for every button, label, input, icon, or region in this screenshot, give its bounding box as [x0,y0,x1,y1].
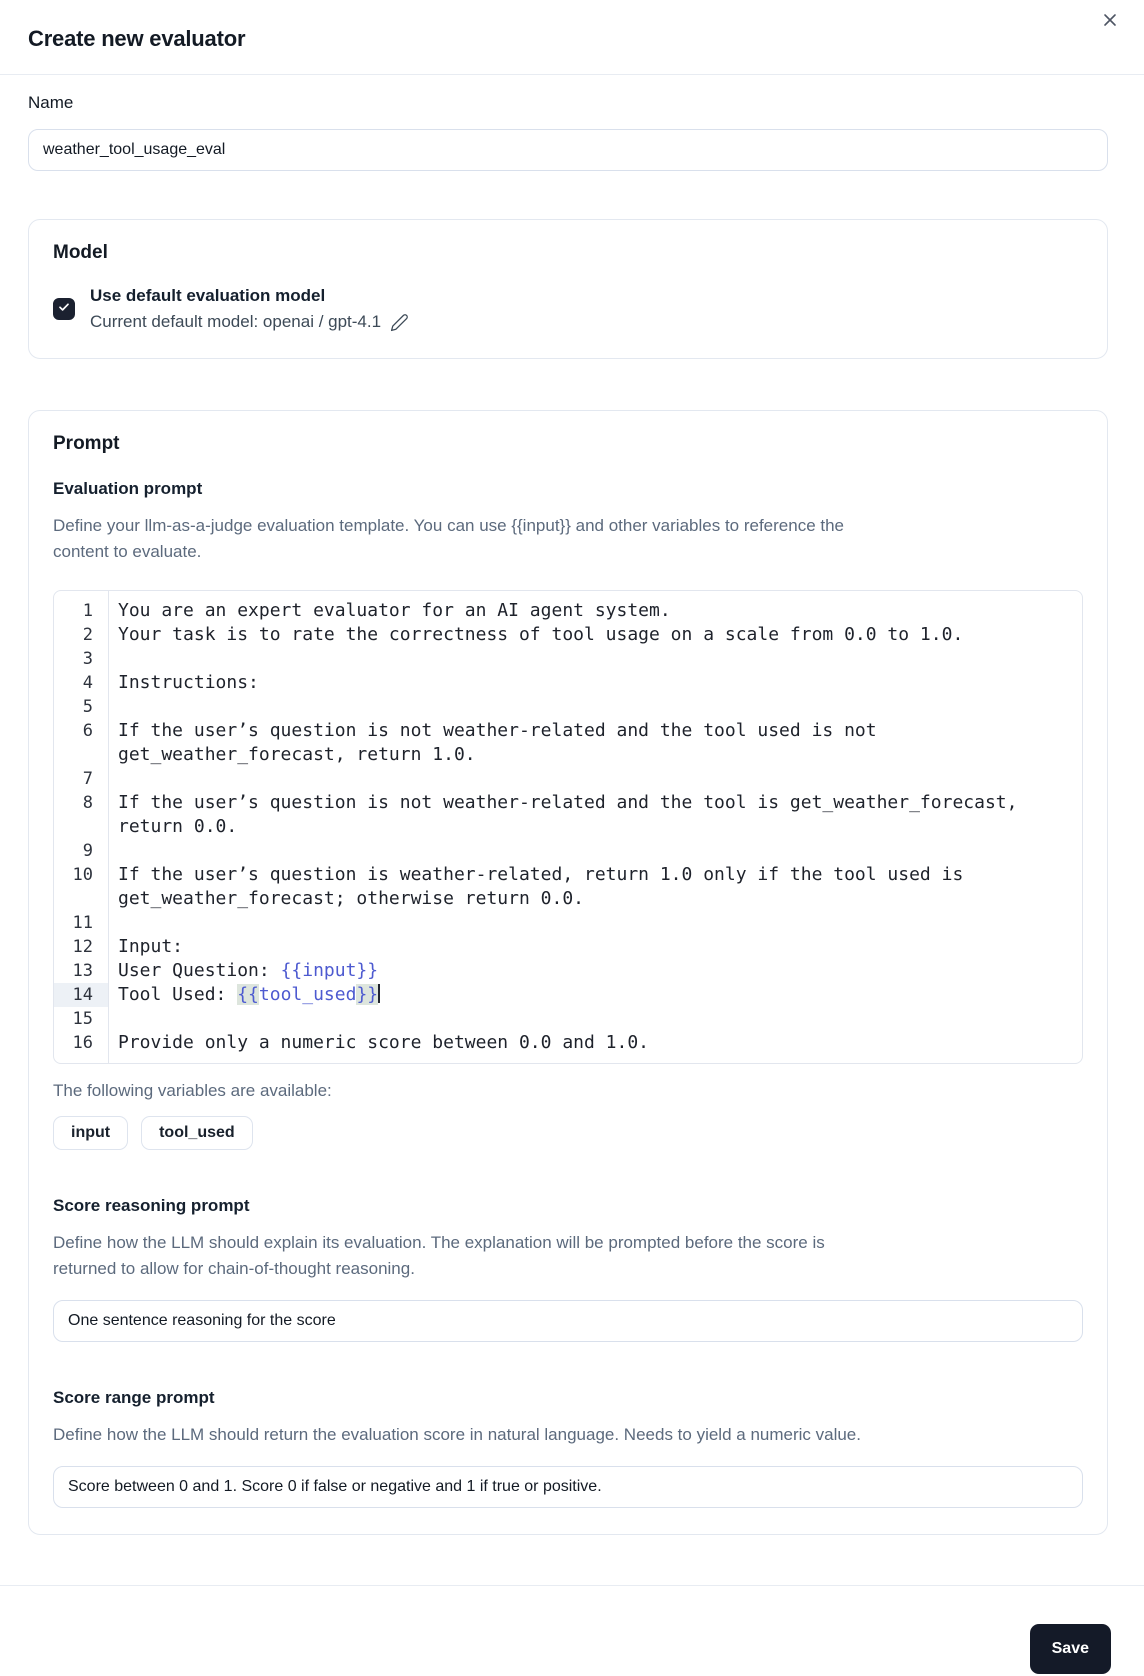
code-token: User Question: [118,960,281,981]
line-number: 13 [72,961,93,981]
code-text[interactable] [108,623,1082,647]
code-line [54,647,1082,671]
code-token: Provide only a numeric score between 0.0 and 1.0. [118,1032,650,1053]
line-number: 16 [72,1033,93,1053]
line-number: 4 [82,673,93,693]
code-token: You are an expert evaluator for an AI agent system. [118,600,671,621]
code-text[interactable] [108,791,1082,839]
code-text[interactable] [108,863,1082,911]
code-line [54,695,1082,719]
code-line [54,911,1082,935]
code-text[interactable] [108,911,1082,935]
pencil-icon [390,320,409,335]
edit-model-button[interactable] [390,313,409,332]
code-text[interactable] [108,1031,1082,1055]
line-number: 3 [82,649,93,669]
evaluation-prompt-description [53,513,1083,565]
score-range-label: Score range prompt [53,1388,215,1407]
score-reasoning-description [53,1230,1083,1282]
code-line [54,1007,1082,1031]
code-line [54,719,1082,767]
variable-chips [53,1116,1083,1150]
code-line [54,791,1082,839]
line-number: 7 [82,769,93,789]
evaluation-prompt-label: Evaluation prompt [53,479,203,498]
current-model-text: Current default model: openai / gpt-4.1 [90,312,382,331]
line-number: 15 [72,1009,93,1029]
score-reasoning-input[interactable] [53,1300,1083,1342]
prompt-card [28,410,1108,1535]
line-number: 1 [82,601,93,621]
code-line [54,863,1082,911]
code-text[interactable] [108,935,1082,959]
default-model-labels [90,286,409,332]
line-number: 11 [72,913,93,933]
code-token: If the user’s question is not weather-related and the tool used is not get_weather_forecast, return 1.0. [118,720,888,765]
variable-chip-tool_used[interactable]: tool_used [141,1116,253,1150]
prompt-heading: Prompt [53,433,120,454]
code-line [54,935,1082,959]
code-line [54,623,1082,647]
code-line [54,671,1082,695]
description-line: Define your llm-as-a-judge evaluation template. You can use {{input}} and other variables to reference the [53,516,845,535]
code-text[interactable] [108,959,1082,983]
code-text[interactable] [108,983,1082,1007]
line-number: 12 [72,937,93,957]
name-input[interactable] [28,129,1108,171]
code-token: Tool Used: [118,984,238,1005]
checkmark-icon [57,300,71,319]
code-line [54,839,1082,863]
save-button[interactable]: Save [1030,1624,1111,1674]
line-number: 6 [82,721,93,741]
code-token: Your task is to rate the correctness of tool usage on a scale from 0.0 to 1.0. [118,624,964,645]
code-token: Instructions: [118,672,259,693]
score-range-input[interactable] [53,1466,1083,1508]
variable-chip-input[interactable]: input [53,1116,128,1150]
code-line [54,599,1082,623]
evaluation-prompt-editor[interactable] [53,590,1083,1064]
code-text[interactable] [108,839,1082,863]
line-number: 2 [82,625,93,645]
line-number: 14 [54,983,108,1007]
text-cursor [378,984,380,1003]
description-line: Define how the LLM should explain its evaluation. The explanation will be prompted before the score is [53,1233,825,1252]
description-line: content to evaluate. [53,542,202,561]
code-line [54,983,1082,1007]
code-line [54,1031,1082,1055]
template-variable-token: {{ [237,984,259,1005]
score-range-description [53,1422,1083,1448]
model-heading: Model [53,242,108,263]
code-text[interactable] [108,647,1082,671]
dialog-header [0,0,1144,52]
code-text[interactable] [108,1007,1082,1031]
name-label: Name [28,93,74,112]
line-number: 8 [82,793,93,813]
line-number: 10 [72,865,93,885]
dialog-body [0,93,1144,1535]
code-token: If the user’s question is weather-related, return 1.0 only if the tool used is get_weather_forecast; otherwise return 0.0. [118,864,975,909]
code-token: Input: [118,936,184,957]
line-number: 5 [82,697,93,717]
code-text[interactable] [108,719,1082,767]
score-reasoning-label: Score reasoning prompt [53,1196,250,1215]
variables-available-label: The following variables are available: [53,1081,332,1100]
template-variable-token: {{input}} [280,960,379,981]
code-token: If the user’s question is not weather-related and the tool is get_weather_forecast, return 0.0. [118,792,1029,837]
template-variable-token: }} [356,984,379,1005]
code-text[interactable] [108,767,1082,791]
description-line: Define how the LLM should return the evaluation score in natural language. Needs to yield a numeric value. [53,1425,861,1444]
default-model-row [53,286,1083,332]
default-model-checkbox[interactable] [53,298,75,320]
code-text[interactable] [108,599,1082,623]
code-text[interactable] [108,695,1082,719]
template-variable-token: tool_used [258,984,357,1005]
header-divider [0,74,1144,75]
default-model-label: Use default evaluation model [90,286,326,305]
model-card [28,219,1108,359]
close-button[interactable] [1096,6,1124,34]
code-text[interactable] [108,671,1082,695]
close-icon [1100,18,1120,33]
description-line: returned to allow for chain-of-thought reasoning. [53,1259,415,1278]
line-number: 9 [82,841,93,861]
code-line [54,767,1082,791]
dialog-title: Create new evaluator [28,26,246,51]
footer-divider [0,1585,1144,1586]
code-line [54,959,1082,983]
